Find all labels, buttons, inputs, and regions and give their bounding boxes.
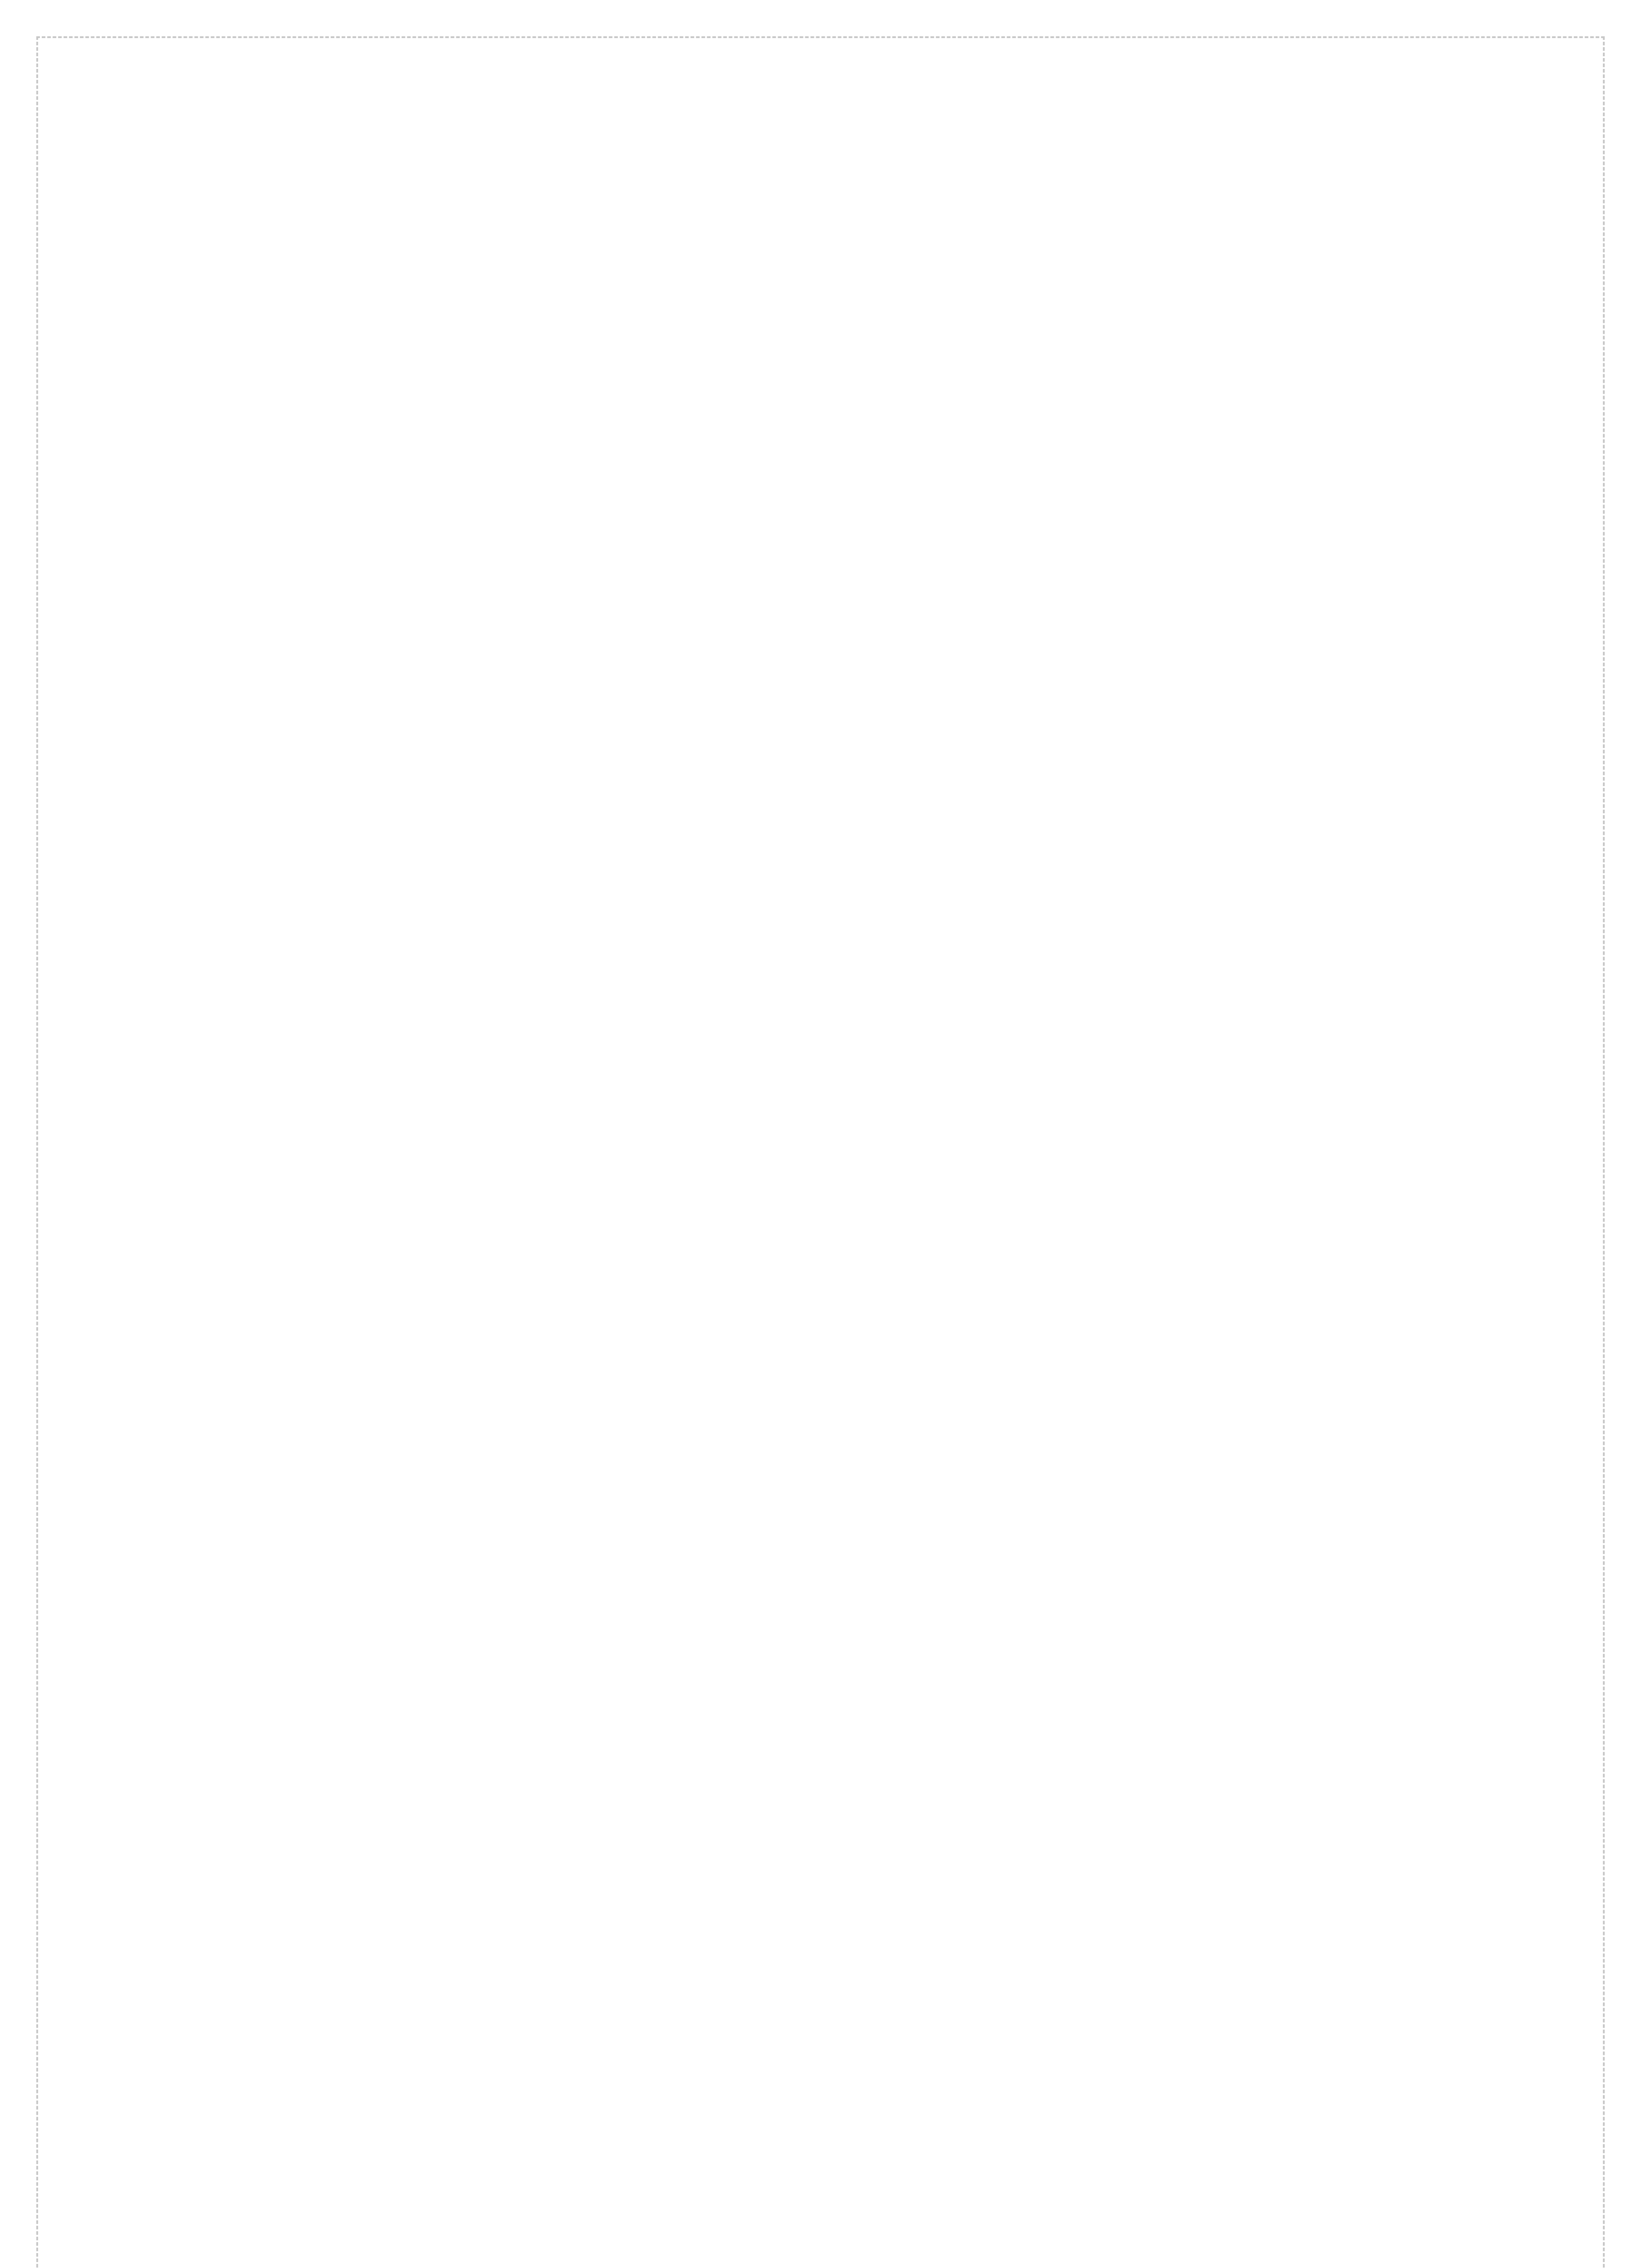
screen-content-area — [36, 36, 1605, 2268]
